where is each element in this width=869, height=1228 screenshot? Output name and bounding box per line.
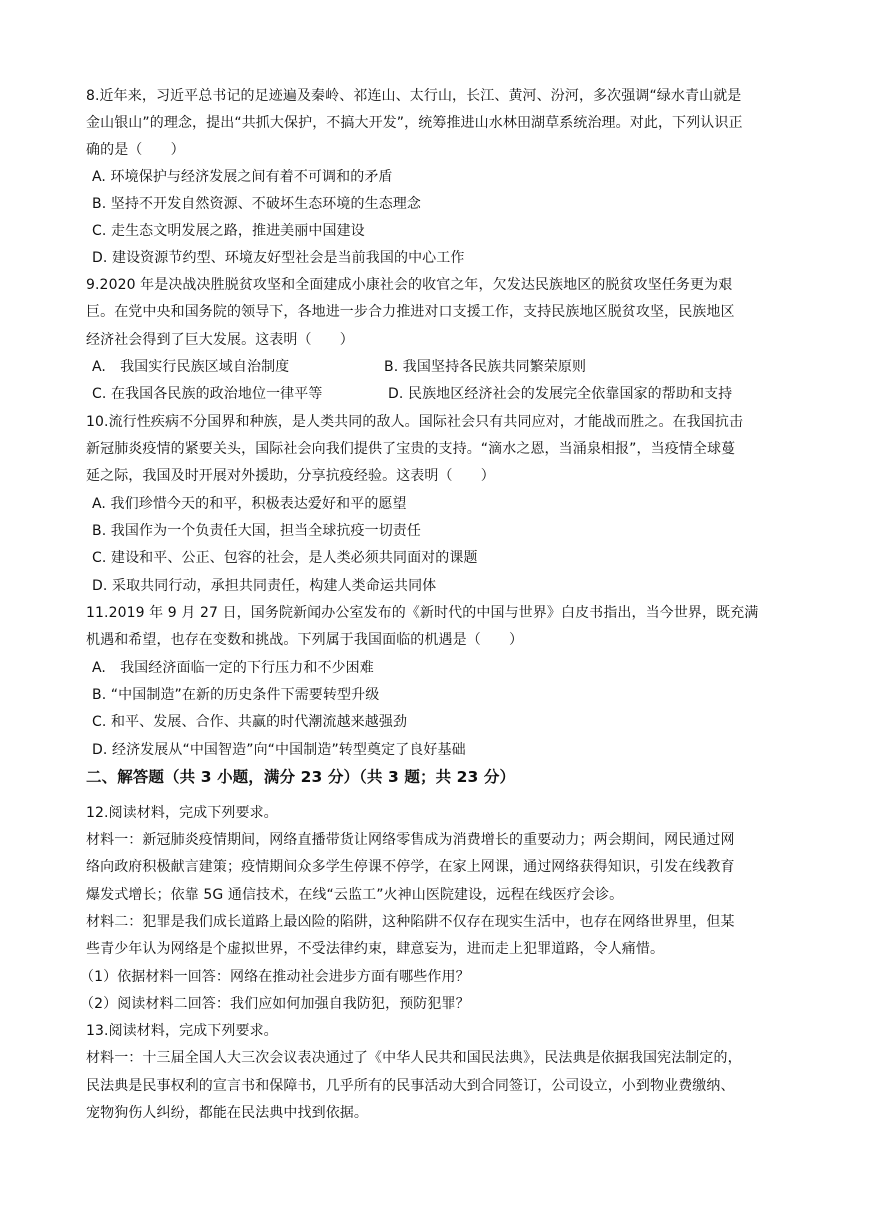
q12-subquestion-2: （2）阅读材料二回答：我们应如何加强自我防犯，预防犯罪？ <box>80 996 470 1012</box>
q10-stem-line: 延之际，我国及时开展对外援助，分享抗疫经验。这表明（ ） <box>86 468 495 484</box>
q10-stem-line: 10.流行性疾病不分国界和种族，是人类共同的敌人。国际社会只有共同应对，才能战而胜之。在我国抗击 <box>86 414 744 430</box>
q10-option-d: D. 采取共同行动，承担共同责任，构建人类命运共同体 <box>92 578 437 594</box>
q8-stem-line: 确的是（ ） <box>86 142 185 158</box>
q12-material2-line: 些青少年认为网络是个虚拟世界，不受法律约束，肆意妄为，进而走上犯罪道路，令人痛惜。 <box>86 941 665 957</box>
q8-option-b: B. 坚持不开发自然资源、不破坏生态环境的生态理念 <box>92 196 422 212</box>
q9-option-b: B. 我国坚持各民族共同繁荣原则 <box>384 359 587 375</box>
q11-option-a: A. 我国经济面临一定的下行压力和不少困难 <box>92 660 374 676</box>
q12-material1-line: 爆发式增长；依靠 5G 通信技术，在线“云监工”火神山医院建设，远程在线医疗会诊。 <box>86 887 624 903</box>
q8-option-c: C. 走生态文明发展之路，推进美丽中国建设 <box>92 223 365 239</box>
q11-option-c: C. 和平、发展、合作、共赢的时代潮流越来越强劲 <box>92 714 408 730</box>
q9-option-d: D. 民族地区经济社会的发展完全依靠国家的帮助和支持 <box>388 386 733 402</box>
q10-option-c: C. 建设和平、公正、包容的社会，是人类必须共同面对的课题 <box>92 550 478 566</box>
q12-material1-line: 络向政府积极献言建策；疫情期间众多学生停课不停学，在家上网课，通过网络获得知识，引发在线教育 <box>86 859 735 875</box>
q11-option-b: B. “中国制造”在新的历史条件下需要转型升级 <box>92 687 380 703</box>
q9-option-c: C. 在我国各民族的政治地位一律平等 <box>92 386 323 402</box>
q10-option-b: B. 我国作为一个负责任大国，担当全球抗疫一切责任 <box>92 523 422 539</box>
q13-intro: 13.阅读材料，完成下列要求。 <box>86 1023 278 1039</box>
q13-material1-line: 宠物狗伤人纠纷，都能在民法典中找到依据。 <box>86 1105 368 1121</box>
q8-option-a: A. 环境保护与经济发展之间有着不可调和的矛盾 <box>92 169 393 185</box>
q13-material1-line: 民法典是民事权利的宣言书和保障书，几乎所有的民事活动大到合同签订，公司设立，小到物业费缴纳、 <box>86 1078 735 1094</box>
q12-intro: 12.阅读材料，完成下列要求。 <box>86 805 278 821</box>
q11-stem-line: 机遇和希望，也存在变数和挑战。下列属于我国面临的机遇是（ ） <box>86 632 524 648</box>
q9-option-a: A. 我国实行民族区域自治制度 <box>92 359 290 375</box>
q11-option-d: D. 经济发展从“中国智造”向“中国制造”转型奠定了良好基础 <box>92 742 466 758</box>
q9-stem-line: 经济社会得到了巨大发展。这表明（ ） <box>86 332 354 348</box>
q9-stem-line: 9.2020 年是决战决胜脱贫攻坚和全面建成小康社会的收官之年，欠发达民族地区的脱贫攻坚任务更为艰 <box>86 277 733 293</box>
q8-stem-line: 金山银山”的理念，提出“共抓大保护，不搞大开发”，统筹推进山水林田湖草系统治理。对此，下列认识正 <box>86 115 743 131</box>
q12-subquestion-1: （1）依据材料一回答：网络在推动社会进步方面有哪些作用？ <box>80 969 470 985</box>
q10-stem-line: 新冠肺炎疫情的紧要关头，国际社会向我们提供了宝贵的支持。“滴水之恩，当涌泉相报”，当疫情全球蔓 <box>86 441 736 457</box>
q10-option-a: A. 我们珍惜今天的和平，积极表达爱好和平的愿望 <box>92 496 407 512</box>
q9-stem-line: 巨。在党中央和国务院的领导下，各地进一步合力推进对口支援工作，支持民族地区脱贫攻坚，民族地区 <box>86 304 735 320</box>
q11-stem-line: 11.2019 年 9 月 27 日，国务院新闻办公室发布的《新时代的中国与世界》白皮书指出，当今世界，既充满 <box>86 605 759 621</box>
section-heading: 二、解答题（共 3 小题，满分 23 分）（共 3 题；共 23 分） <box>86 768 516 786</box>
q12-material2-line: 材料二：犯罪是我们成长道路上最凶险的陷阱，这种陷阱不仅存在现实生活中，也存在网络世界里，但某 <box>86 914 735 930</box>
q13-material1-line: 材料一：十三届全国人大三次会议表决通过了《中华人民共和国民法典》，民法典是依据我国宪法制定的， <box>86 1050 742 1066</box>
q8-option-d: D. 建设资源节约型、环境友好型社会是当前我国的中心工作 <box>92 250 465 266</box>
q12-material1-line: 材料一：新冠肺炎疫情期间，网络直播带货让网络零售成为消费增长的重要动力；两会期间，网民通过网 <box>86 832 735 848</box>
q8-stem-line: 8.近年来，习近平总书记的足迹遍及秦岭、祁连山、太行山，长江、黄河、汾河，多次强调“绿水青山就是 <box>86 88 742 104</box>
